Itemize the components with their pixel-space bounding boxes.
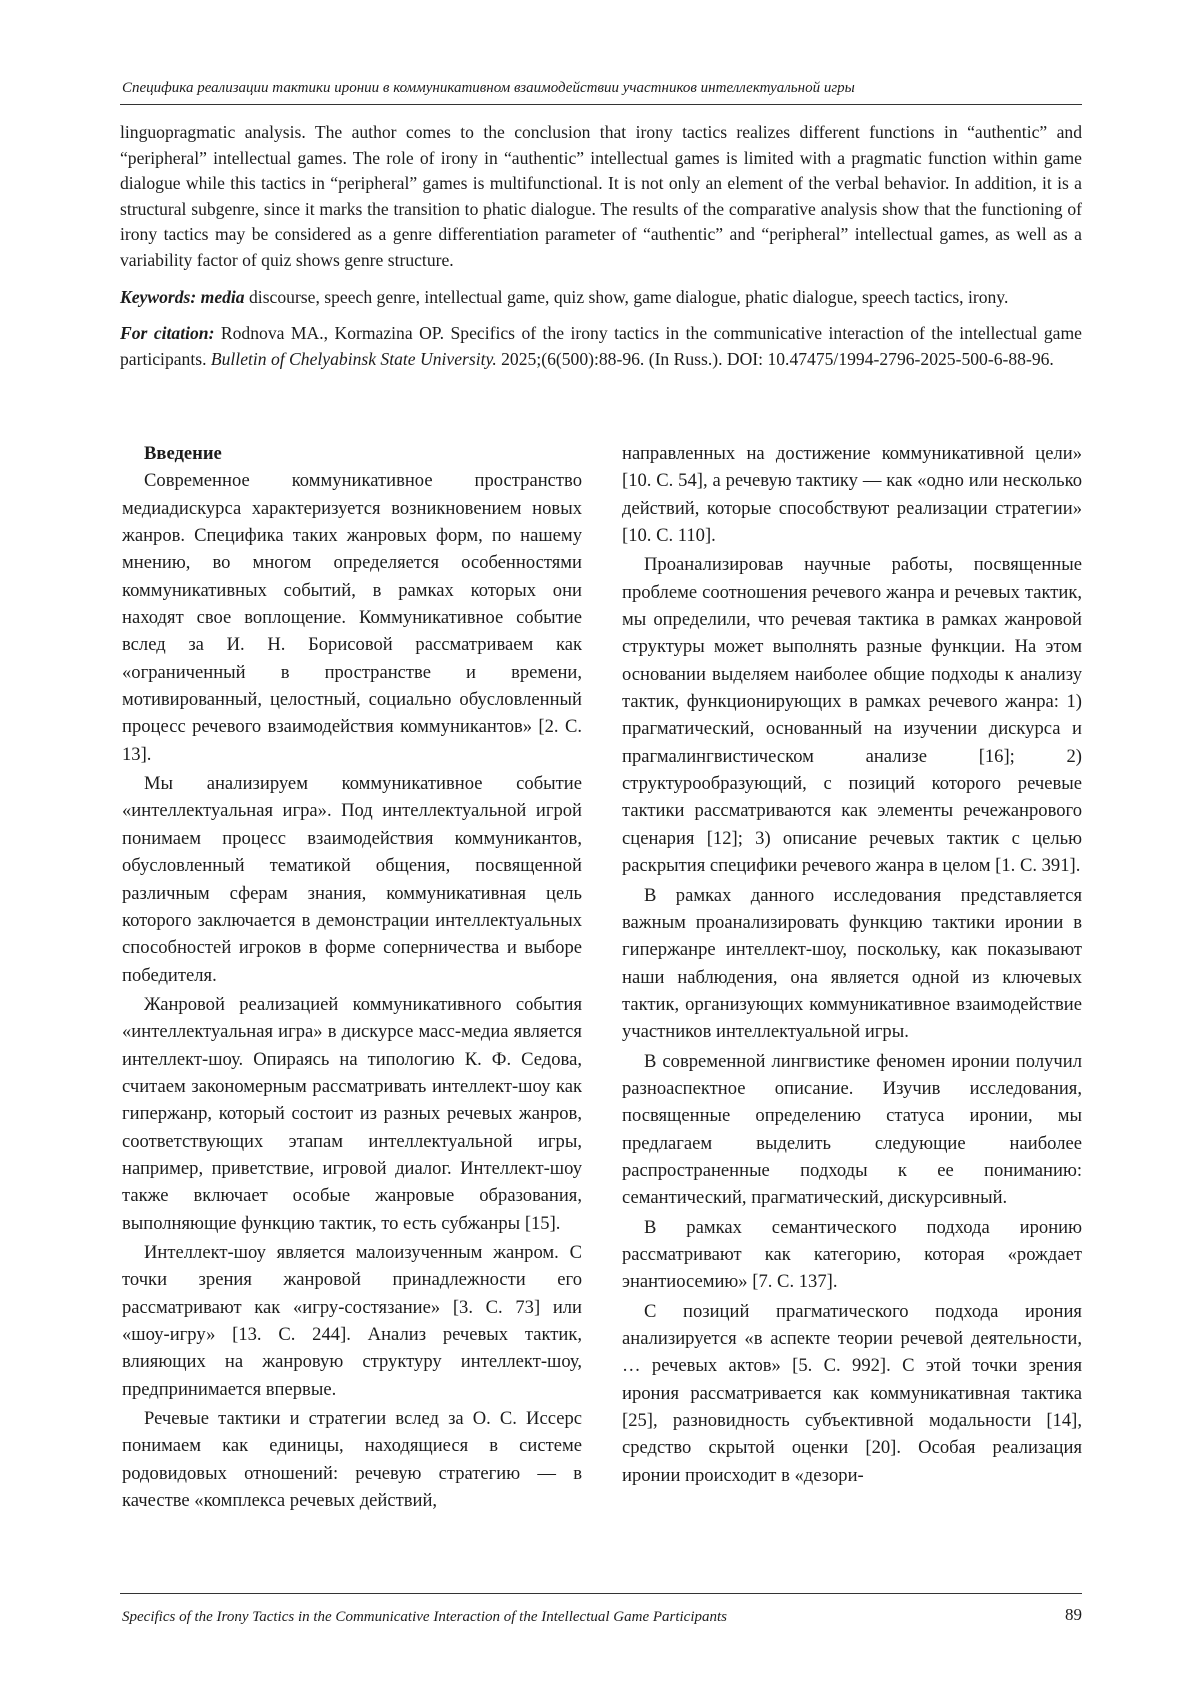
- paragraph: Мы анализируем коммуникативное событие «интеллектуальная игра». Под интеллектуальной игрой понимаем процесс взаимодействия коммуникантов, обусловленный тематикой общения, посвященной различным сферам знания, коммуникативная цель которого заключается в демонстрации интеллектуальных способностей игроков в форме соперничества и выборе победителя.: [122, 773, 582, 986]
- paragraph: В рамках данного исследования представляется важным проанализировать функцию тактики иронии в гипержанре интеллект-шоу, поскольку, как показывают наши наблюдения, она является одной из ключевых тактик, организующих коммуникативное взаимодействие участников интеллектуальной игры.: [622, 884, 1082, 1043]
- paragraph: Речевые тактики и стратегии вслед за О. С. Иссерс понимаем как единицы, находящиеся в системе родовидовых отношений: речевую стратегию — в качестве «комплекса речевых действий,: [122, 1408, 582, 1512]
- paragraph: Интеллект-шоу является малоизученным жанром. С точки зрения жанровой принадлежности его рассматривают как «игру-состязание» [3. С. 73] или «шоу-игру» [13. С. 244]. Анализ речевых тактик, влияющих на жанровую структуру интеллект-шоу, предпринимается впервые.: [122, 1241, 582, 1400]
- paragraph: В современной лингвистике феномен иронии получил разноаспектное описание. Изучив исследования, посвященные определению статуса иронии, мы предлагаем выделить следующие наиболее распространенные подходы к ее пониманию: семантический, прагматический, дискурсивный.: [622, 1050, 1082, 1209]
- citation: [120, 321, 1082, 372]
- citation-text: Rodnova MA., Kormazina OP. Specifics of the irony tactics in the communicative interaction of the intellectual game participants.: [120, 323, 1082, 369]
- running-head: Специфика реализации тактики иронии в коммуникативном взаимодействии участников интеллектуальной игры: [122, 80, 855, 96]
- right-column: [622, 440, 1082, 1491]
- left-column: [122, 440, 582, 1516]
- keywords-text: discourse, speech genre, intellectual game, quiz show, game dialogue, phatic dialogue, speech tactics, irony.: [244, 286, 1009, 307]
- keywords: [120, 285, 1082, 311]
- citation-journal: Bulletin of Chelyabinsk State University.: [210, 348, 497, 369]
- keywords-label: Keywords: media: [120, 286, 245, 307]
- paragraph: С позиций прагматического подхода ирония анализируется «в аспекте теории речевой деятельности, … речевых актов» [5. С. 992]. С этой точки зрения ирония рассматривается как коммуникативная тактика [25], разновидность субъективной модальности [14], средство скрытой оценки [20]. Особая реализация иронии происходит в «дезори-: [622, 1300, 1082, 1486]
- citation-tail: 2025;(6(500):88-96. (In Russ.). DOI: 10.47475/1994-2796-2025-500-6-88-96.: [496, 348, 1054, 369]
- citation-label: For citation:: [120, 323, 215, 344]
- footer-rule: [120, 1593, 1082, 1594]
- paragraph: Проанализировав научные работы, посвященные проблеме соотношения речевого жанра и речевых тактик, мы определили, что речевая тактика в рамках жанровой структуры может выполнять разные функции. На этом основании выделяем наиболее общие подходы к анализу тактик, функционирующих в рамках речевого жанра: 1) прагматический, основанный на изучении дискурса и прагмалингвистическом анализе [16]; 2) структурообразующий, с позиций которого речевые тактики рассматриваются как элементы речежанрового сценария [12]; 3) описание речевых тактик с целью раскрытия специфики речевого жанра в целом [1. С. 391].: [622, 554, 1082, 877]
- page-number: 89: [1065, 1605, 1082, 1624]
- footer-title: Specifics of the Irony Tactics in the Communicative Interaction of the Intellectual Game Participants: [122, 1609, 728, 1625]
- abstract-block: [120, 120, 1082, 372]
- paragraph: Жанровой реализацией коммуникативного события «интеллектуальная игра» в дискурсе масс-медиа является интеллект-шоу. Опираясь на типологию К. Ф. Седова, считаем закономерным рассматривать интеллект-шоу как гипержанр, который состоит из разных речевых жанров, соответствующих этапам интеллектуальной игры, например, приветствие, игровой диалог. Интеллект-шоу также включает особые жанровые образования, выполняющие функцию тактик, то есть субжанры [15].: [122, 993, 582, 1234]
- paragraph: Современное коммуникативное пространство медиадискурса характеризуется возникновением новых жанров. Специфика таких жанровых форм, по нашему мнению, во многом определяется особенностями коммуникативных событий, в рамках которых они находят свое воплощение. Коммуникативное событие вслед за И. Н. Борисовой рассматриваем как «ограниченный в пространстве и времени, мотивированный, целостный, социально обусловленный процесс речевого взаимодействия коммуникантов» [2. С. 13].: [122, 470, 582, 765]
- paragraph: направленных на достижение коммуникативной цели» [10. С. 54], а речевую тактику — как «одно или несколько действий, которые способствуют реализации стратегии» [10. С. 110].: [622, 443, 1082, 547]
- section-heading: Введение: [144, 443, 222, 464]
- header-rule: [120, 104, 1082, 105]
- paragraph: В рамках семантического подхода иронию рассматривают как категорию, которая «рождает энантиосемию» [7. С. 137].: [622, 1216, 1082, 1293]
- abstract-text: linguopragmatic analysis. The author comes to the conclusion that irony tactics realizes different functions in “authentic” and “peripheral” intellectual games. The role of irony in “authentic” intellectual games is limited with a pragmatic function within game dialogue while this tactics in “peripheral” games is multifunctional. It is not only an element of the verbal behavior. In addition, it is a structural subgenre, since it marks the transition to phatic dialogue. The results of the comparative analysis show that the functioning of irony tactics may be considered as a genre differentiation parameter of “authentic” and “peripheral” intellectual games, as well as a variability factor of quiz shows genre structure.: [120, 122, 1082, 270]
